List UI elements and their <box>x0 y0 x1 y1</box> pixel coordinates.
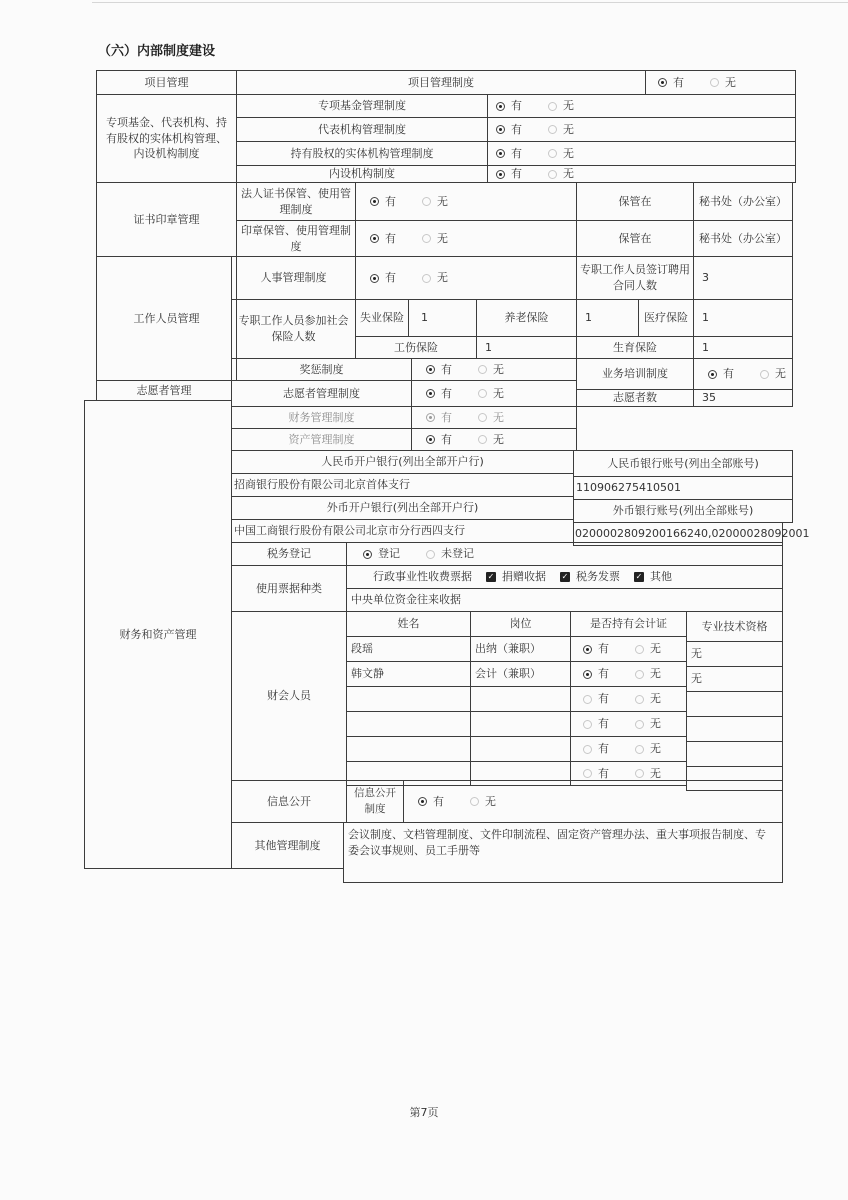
no-label: 无 <box>437 271 448 285</box>
cell-text: 证书印章管理 <box>133 212 200 226</box>
no-radio-icon[interactable] <box>422 274 431 283</box>
yes-radio-icon[interactable] <box>426 413 435 422</box>
yes-radio-icon[interactable] <box>583 645 592 654</box>
no-radio-icon[interactable] <box>635 695 644 704</box>
yes-radio-icon[interactable] <box>370 274 379 283</box>
cell-text: 奖惩制度 <box>299 362 344 376</box>
yes-radio-icon[interactable] <box>583 695 592 704</box>
seal-keeper-value <box>693 220 793 257</box>
no-radio-icon[interactable] <box>478 365 487 374</box>
col-qual-header <box>686 611 783 642</box>
cell-text: 使用票据种类 <box>256 581 322 595</box>
cell-text: 中央单位资金往来收据 <box>351 593 461 607</box>
seal-system-label <box>236 220 356 257</box>
cell-text: 是否持有会计证 <box>590 617 667 631</box>
project-category <box>96 70 237 95</box>
special-row-label <box>236 117 488 142</box>
finance-system-options <box>411 406 577 429</box>
cell-text: 印章保管、使用管理制度 <box>241 223 351 253</box>
cell-text: 0200002809200166240,02000028092001 <box>575 527 810 541</box>
yes-no-radio-group[interactable] <box>583 716 661 732</box>
medical-label <box>638 299 694 337</box>
no-radio-icon[interactable] <box>635 769 644 778</box>
special-row-options <box>487 141 796 166</box>
no-label: 无 <box>437 194 448 208</box>
volunteer-system-options <box>411 380 577 407</box>
unregistered-label: 未登记 <box>441 547 474 561</box>
cell-text: 110906275410501 <box>576 481 681 495</box>
cell-text: 1 <box>585 311 592 325</box>
yes-label: 有 <box>433 794 444 808</box>
no-label: 无 <box>563 146 574 160</box>
yes-radio-icon[interactable] <box>583 769 592 778</box>
asset-system-label <box>231 428 412 451</box>
no-label: 无 <box>493 362 504 376</box>
info-system-options <box>403 780 783 823</box>
no-radio-icon[interactable] <box>635 645 644 654</box>
cell-text: 代表机构管理制度 <box>318 122 406 136</box>
cell-text: 信息公开 <box>267 794 311 808</box>
info-label <box>231 780 347 823</box>
volunteer-count-label <box>576 389 694 407</box>
yes-label: 有 <box>441 362 452 376</box>
accounting-label <box>231 611 347 781</box>
cell-text: 保管在 <box>618 194 652 208</box>
cell-text: 岗位 <box>509 617 532 631</box>
yes-label: 有 <box>441 432 452 446</box>
tax-label <box>231 542 347 566</box>
receipt-type-label: 其他 <box>650 570 672 584</box>
yes-no-radio-group[interactable] <box>583 741 661 757</box>
staff-qual <box>686 741 783 767</box>
yes-radio-icon[interactable] <box>426 389 435 398</box>
cell-text: 无 <box>691 672 702 686</box>
cell-text: 姓名 <box>397 617 420 631</box>
staff-name <box>346 686 471 712</box>
no-radio-icon[interactable] <box>470 797 479 806</box>
yes-radio-icon[interactable] <box>418 797 427 806</box>
cell-text: 内设机构制度 <box>329 167 395 181</box>
other-label <box>231 822 344 869</box>
yes-radio-icon[interactable] <box>583 745 592 754</box>
no-radio-icon[interactable] <box>478 435 487 444</box>
cell-text: 会议制度、文档管理制度、文件印制流程、固定资产管理办法、重大事项报告制度、专委会议事规则、员工手册等 <box>348 828 766 857</box>
receipt-other <box>346 588 783 612</box>
yes-no-radio-group[interactable] <box>658 75 736 91</box>
cert-system-options <box>355 182 577 221</box>
no-label: 无 <box>650 766 661 780</box>
staff-qual <box>686 691 783 717</box>
cell-text: 税务登记 <box>267 547 311 561</box>
yes-radio-icon[interactable] <box>496 102 505 111</box>
seal-system-options <box>355 220 577 257</box>
yes-label: 有 <box>385 194 396 208</box>
yes-label: 有 <box>511 167 522 181</box>
no-label: 无 <box>650 667 661 681</box>
cell-text: 外币开户银行(列出全部开户行) <box>326 501 479 515</box>
project-system-options <box>645 70 796 95</box>
cell-text: 人民币银行账号(列出全部账号) <box>607 456 759 470</box>
unemployment-count <box>408 299 477 337</box>
special-row-options <box>487 165 796 183</box>
insurance-label <box>231 299 356 359</box>
staff-cert-options <box>570 736 687 762</box>
training-options <box>693 358 793 390</box>
special-row-label <box>236 94 488 118</box>
yes-no-radio-group[interactable] <box>496 122 574 138</box>
yes-no-radio-group[interactable] <box>496 146 574 162</box>
yes-no-radio-group[interactable] <box>370 194 448 210</box>
yes-radio-icon[interactable] <box>658 78 667 87</box>
info-system-label <box>346 780 404 823</box>
cell-text: 财务管理制度 <box>288 410 355 424</box>
special-row-label <box>236 165 488 183</box>
cell-text: 1 <box>702 311 709 325</box>
yes-no-radio-group[interactable] <box>708 366 786 382</box>
injury-count <box>476 336 577 359</box>
no-radio-icon[interactable] <box>478 413 487 422</box>
no-label: 无 <box>563 167 574 181</box>
unregistered-radio-icon[interactable] <box>426 550 435 559</box>
cell-text: 财会人员 <box>267 689 311 703</box>
staff-cert-options <box>570 661 687 687</box>
fx-bank-header <box>231 496 574 520</box>
cell-text: 3 <box>702 271 709 285</box>
no-label: 无 <box>650 742 661 756</box>
yes-no-radio-group[interactable] <box>496 166 574 182</box>
yes-label: 有 <box>441 410 452 424</box>
no-radio-icon[interactable] <box>548 149 557 158</box>
no-radio-icon[interactable] <box>548 170 557 179</box>
no-label: 无 <box>563 122 574 136</box>
receipt-type-label: 税务发票 <box>576 570 620 584</box>
col-post-header <box>470 611 571 637</box>
cell-text: 法人证书保管、使用管理制度 <box>241 186 351 216</box>
cell-text: 项目管理制度 <box>408 75 474 89</box>
yes-label: 有 <box>511 99 522 113</box>
other-text <box>343 822 783 883</box>
cell-text: 专项基金管理制度 <box>318 99 406 113</box>
receipt-type-label: 行政事业性收费票据 <box>373 570 472 584</box>
contract-label <box>576 256 694 300</box>
cell-text: 中国工商银行股份有限公司北京市分行西四支行 <box>234 524 465 538</box>
rmb-bank <box>231 473 574 497</box>
no-label: 无 <box>485 794 496 808</box>
yes-no-radio-group[interactable] <box>583 641 661 657</box>
no-label: 无 <box>563 99 574 113</box>
special-row-options <box>487 117 796 142</box>
cell-text: 35 <box>702 391 716 405</box>
cell-text: 信息公开制度 <box>354 787 396 815</box>
no-label: 无 <box>493 432 504 446</box>
staff-category <box>96 256 237 381</box>
no-radio-icon[interactable] <box>635 670 644 679</box>
cell-text: 会计（兼职） <box>475 667 541 680</box>
receipt-type-label: 捐赠收据 <box>502 570 546 584</box>
yes-radio-icon[interactable] <box>426 435 435 444</box>
cell-text: 生育保险 <box>613 340 657 354</box>
yes-label: 有 <box>598 766 609 780</box>
checkbox-checked-icon[interactable]: ✓ <box>487 572 495 581</box>
no-radio-icon[interactable] <box>478 389 487 398</box>
yes-label: 有 <box>511 122 522 136</box>
section-title: （六）内部制度建设 <box>98 44 216 59</box>
staff-name <box>346 636 471 662</box>
asset-system-options <box>411 428 577 451</box>
cell-text: 专职工作人员签订聘用合同人数 <box>580 263 690 292</box>
cell-text: 财务和资产管理 <box>119 627 197 641</box>
volunteer-category <box>96 380 232 401</box>
staff-post <box>470 636 571 662</box>
fx-bank <box>231 519 574 543</box>
volunteer-count <box>693 389 793 407</box>
no-radio-icon[interactable] <box>635 745 644 754</box>
checkbox-checked-icon[interactable]: ✓ <box>561 572 569 581</box>
cell-text: 项目管理 <box>144 75 189 89</box>
special-row-options <box>487 94 796 118</box>
contract-count <box>693 256 793 300</box>
cell-text: 志愿者管理 <box>136 383 192 397</box>
hr-system-label <box>231 256 356 300</box>
yes-label: 有 <box>385 271 396 285</box>
fx-account-header <box>573 499 793 523</box>
yes-radio-icon[interactable] <box>496 149 505 158</box>
staff-post <box>470 736 571 762</box>
yes-radio-icon[interactable] <box>496 170 505 179</box>
staff-cert-options <box>570 686 687 712</box>
no-label: 无 <box>650 717 661 731</box>
cell-text: 医疗保险 <box>644 311 688 325</box>
yes-label: 有 <box>385 231 396 245</box>
staff-post <box>470 711 571 737</box>
cell-text: 外币银行账号(列出全部账号) <box>612 504 754 518</box>
maternity-count <box>693 336 793 359</box>
yes-radio-icon[interactable] <box>708 370 717 379</box>
cell-text: 出纳（兼职） <box>475 642 541 655</box>
no-label: 无 <box>725 75 736 89</box>
no-label: 无 <box>650 692 661 706</box>
yes-label: 有 <box>673 75 684 89</box>
training-label <box>576 358 694 390</box>
cell-text: 韩文静 <box>351 667 384 680</box>
yes-radio-icon[interactable] <box>370 197 379 206</box>
yes-no-radio-group[interactable] <box>370 231 448 247</box>
project-system-label <box>236 70 646 95</box>
cell-text: 人民币开户银行(列出全部开户行) <box>321 455 484 469</box>
registered-radio-icon[interactable] <box>363 550 372 559</box>
tax-options <box>346 542 783 566</box>
cell-text: 专项基金、代表机构、持有股权的实体机构管理、内设机构制度 <box>106 115 227 161</box>
page-number: 第7页 <box>409 1106 439 1119</box>
cell-text: 其他管理制度 <box>254 838 321 852</box>
rmb-account <box>573 476 793 500</box>
staff-qual <box>686 666 783 692</box>
no-radio-icon[interactable] <box>760 370 769 379</box>
cell-text: 志愿者管理制度 <box>283 386 360 400</box>
cell-text: 养老保险 <box>504 311 549 325</box>
staff-post <box>470 686 571 712</box>
staff-name <box>346 736 471 762</box>
cert-keeper-value <box>693 182 793 221</box>
cell-text: 保管在 <box>618 231 652 245</box>
yes-label: 有 <box>598 742 609 756</box>
no-label: 无 <box>775 367 786 381</box>
cell-text: 秘书处（办公室） <box>699 194 787 208</box>
no-label: 无 <box>493 386 504 400</box>
seal-category <box>96 182 237 257</box>
cell-text: 失业保险 <box>360 311 404 325</box>
cell-text: 持有股权的实体机构管理制度 <box>290 146 434 160</box>
cell-text: 志愿者数 <box>613 391 657 405</box>
volunteer-system-label <box>231 380 412 407</box>
no-radio-icon[interactable] <box>548 102 557 111</box>
staff-cert-options <box>570 711 687 737</box>
yes-label: 有 <box>598 692 609 706</box>
yes-label: 有 <box>441 386 452 400</box>
staff-name <box>346 661 471 687</box>
receipt-types <box>346 565 783 589</box>
cell-text: 无 <box>691 647 702 661</box>
seal-keeper-label <box>576 220 694 257</box>
cell-text: 专业技术资格 <box>701 619 768 633</box>
staff-qual <box>686 716 783 742</box>
yes-no-radio-group[interactable] <box>426 432 504 448</box>
yes-label: 有 <box>511 146 522 160</box>
no-radio-icon[interactable] <box>422 234 431 243</box>
cell-text: 工伤保险 <box>394 340 438 354</box>
yes-radio-icon[interactable] <box>426 365 435 374</box>
yes-no-radio-group[interactable] <box>583 666 661 682</box>
yes-radio-icon[interactable] <box>496 125 505 134</box>
cell-text: 工作人员管理 <box>133 311 200 325</box>
no-radio-icon[interactable] <box>422 197 431 206</box>
no-radio-icon[interactable] <box>635 720 644 729</box>
yes-no-radio-group[interactable] <box>426 410 504 426</box>
no-radio-icon[interactable] <box>710 78 719 87</box>
staff-post <box>470 661 571 687</box>
tax-radio-group[interactable] <box>363 546 474 562</box>
no-label: 无 <box>650 642 661 656</box>
yes-label: 有 <box>723 367 734 381</box>
no-label: 无 <box>437 231 448 245</box>
yes-no-radio-group[interactable] <box>426 362 504 378</box>
yes-no-radio-group[interactable] <box>418 794 496 810</box>
yes-radio-icon[interactable] <box>370 234 379 243</box>
yes-label: 有 <box>598 642 609 656</box>
no-radio-icon[interactable] <box>548 125 557 134</box>
special-category <box>96 94 237 183</box>
injury-label <box>355 336 477 359</box>
cell-text: 1 <box>485 340 492 354</box>
yes-radio-icon[interactable] <box>583 670 592 679</box>
reward-options <box>411 358 577 381</box>
rmb-account-header <box>573 450 793 477</box>
finance-system-label <box>231 406 412 429</box>
pension-label <box>476 299 577 337</box>
yes-no-radio-group[interactable] <box>583 691 661 707</box>
unemployment-label <box>355 299 409 337</box>
staff-cert-options <box>570 636 687 662</box>
cell-text: 1 <box>421 311 428 325</box>
cert-keeper-label <box>576 182 694 221</box>
cell-text: 资产管理制度 <box>288 432 355 446</box>
checkbox-checked-icon[interactable]: ✓ <box>635 572 643 581</box>
cell-text: 段瑶 <box>351 642 373 655</box>
cell-text: 业务培训制度 <box>602 367 668 381</box>
pension-count <box>576 299 639 337</box>
medical-count <box>693 299 793 337</box>
no-label: 无 <box>493 410 504 424</box>
special-row-label <box>236 141 488 166</box>
reward-label <box>231 358 412 381</box>
yes-label: 有 <box>598 717 609 731</box>
cell-text: 专职工作人员参加社会保险人数 <box>238 314 349 343</box>
yes-no-radio-group[interactable] <box>370 270 448 286</box>
cert-system-label <box>236 182 356 221</box>
yes-radio-icon[interactable] <box>583 720 592 729</box>
cell-text: 招商银行股份有限公司北京首体支行 <box>234 478 410 492</box>
yes-no-radio-group[interactable] <box>426 386 504 402</box>
col-cert-header <box>570 611 687 637</box>
yes-no-radio-group[interactable] <box>496 98 574 114</box>
staff-name <box>346 711 471 737</box>
receipt-label <box>231 565 347 612</box>
maternity-label <box>576 336 694 359</box>
cell-text: 1 <box>702 340 709 354</box>
rmb-bank-header <box>231 450 574 474</box>
cell-text: 人事管理制度 <box>260 271 327 285</box>
finance-category <box>84 400 232 869</box>
registered-label: 登记 <box>378 547 400 561</box>
cell-text: 秘书处（办公室） <box>699 231 787 245</box>
staff-qual <box>686 641 783 667</box>
hr-system-options <box>355 256 577 300</box>
col-name-header <box>346 611 471 637</box>
yes-label: 有 <box>598 667 609 681</box>
